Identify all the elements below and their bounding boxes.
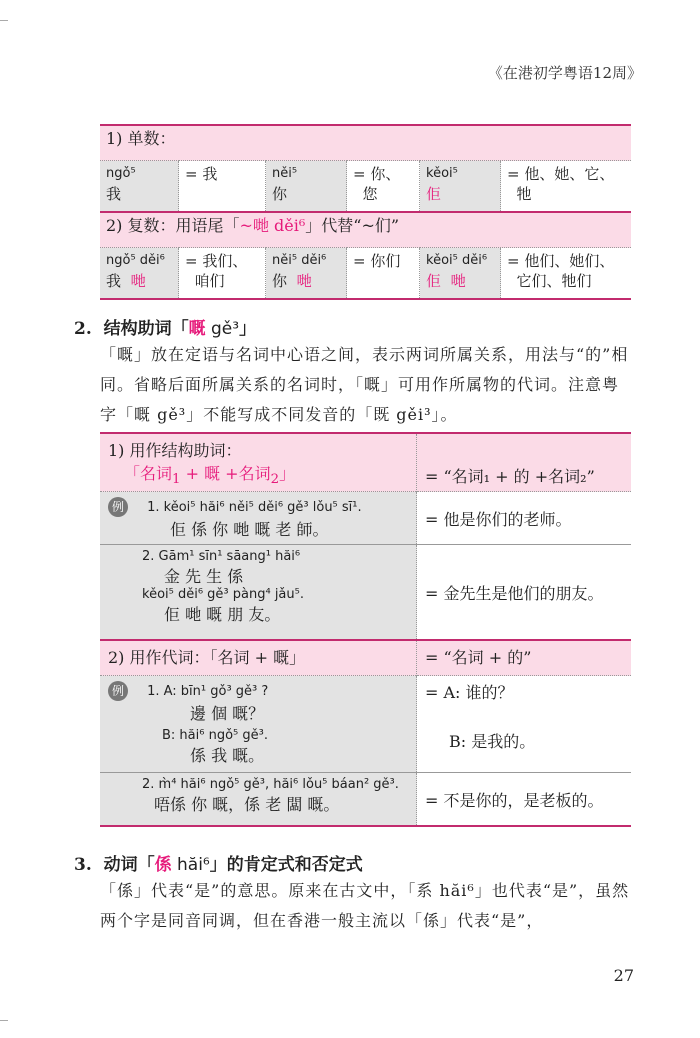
example-badge: 例 bbox=[108, 681, 128, 701]
example-4: 2. m̀⁴ hăi⁶ ngǒ⁵ gě³, hăi⁶ lǒu⁵ báan² gě³. 唔係 你 嘅，係 老 闆 嘅。 bbox=[100, 773, 417, 827]
cell-eq: = 你、 您 bbox=[347, 161, 420, 213]
example-3-translation: = A: 谁的？ B: 是我的。 bbox=[417, 676, 632, 773]
cell-eq: = 你们 bbox=[347, 248, 420, 300]
example-table bbox=[100, 432, 631, 827]
plural-heading: 2) 复数：用语尾「~哋 děi⁶」代替“~们” bbox=[100, 212, 631, 248]
section-3-heading: 3. 动词「係 hăi⁶」的肯定式和否定式 bbox=[74, 855, 363, 875]
cell-eq: = 我们、 咱们 bbox=[179, 248, 266, 300]
section-3-paragraph: 「係」代表“是”的意思。原来在古文中，「系 hăi⁶」也代表“是”，虽然两个字是同音同调，但在香港一般主流以「係」代表“是”， bbox=[100, 881, 630, 930]
usage-1-heading: 1) 用作结构助词： 「名词$_1$ + 嘅 +名词$_2$」 bbox=[108, 441, 296, 488]
cell-keoidei: kěoi⁵ děi⁶ 佢 哋 bbox=[420, 248, 501, 300]
page-number: 27 bbox=[613, 966, 634, 985]
pronoun-table bbox=[100, 124, 631, 300]
cell-eq: = 我 bbox=[179, 161, 266, 213]
crop-mark bbox=[0, 20, 8, 21]
example-3: 例 1. A: bīn¹ gǒ³ gě³ ? 邊 個 嘅？ B: hăi⁶ ngǒ⁵ gě³. 係 我 嘅。 bbox=[100, 676, 417, 773]
usage-2-heading: 2) 用作代词：「名词 + 嘅」 bbox=[108, 648, 306, 668]
cell-eq: = 他、她、它、 牠 bbox=[501, 161, 632, 213]
crop-mark bbox=[0, 1020, 8, 1021]
cell-neidei: něi⁵ děi⁶ 你 哋 bbox=[266, 248, 347, 300]
running-header: 《在港初学粤语12周》 bbox=[487, 64, 642, 82]
usage-2-meaning: = “名词 + 的” bbox=[417, 640, 632, 676]
cell-nei: něi⁵ 你 bbox=[266, 161, 347, 213]
cell-ngo: ngǒ⁵ 我 bbox=[100, 161, 179, 213]
example-badge: 例 bbox=[108, 497, 128, 517]
section-2-heading: 2. 结构助词「嘅 gě³」 bbox=[74, 319, 257, 339]
cell-keoi: kěoi⁵ 佢 bbox=[420, 161, 501, 213]
example-1: 例 1. kěoi⁵ hăi⁶ něi⁵ děi⁶ gě³ lǒu⁵ sī¹. 佢 係 你 哋 嘅 老 師。 bbox=[100, 492, 417, 545]
usage-1-meaning: = “名词₁ + 的 +名词₂” bbox=[417, 433, 632, 492]
cell-eq: = 他们、她们、 它们、牠们 bbox=[501, 248, 632, 300]
section-2-paragraph: 「嘅」放在定语与名词中心语之间，表示两词所属关系，用法与“的”相同。省略后面所属关系的名词时，「嘅」可用作所属物的代词。注意粤字「嘅 gě³」不能写成不同发音的「既 gěi³」。 bbox=[100, 345, 629, 424]
singular-heading: 1) 单数： bbox=[100, 125, 631, 161]
example-1-translation: = 他是你们的老师。 bbox=[417, 492, 632, 545]
example-2: 2. Gām¹ sīn¹ sāang¹ hăi⁶ 金 先 生 係 kěoi⁵ děi⁶ gě³ pàng⁴ jǎu⁵. 佢 哋 嘅 朋 友。 bbox=[100, 545, 417, 641]
cell-ngodei: ngǒ⁵ děi⁶ 我 哋 bbox=[100, 248, 179, 300]
example-2-translation: = 金先生是他们的朋友。 bbox=[417, 545, 632, 641]
example-4-translation: = 不是你的，是老板的。 bbox=[417, 773, 632, 827]
